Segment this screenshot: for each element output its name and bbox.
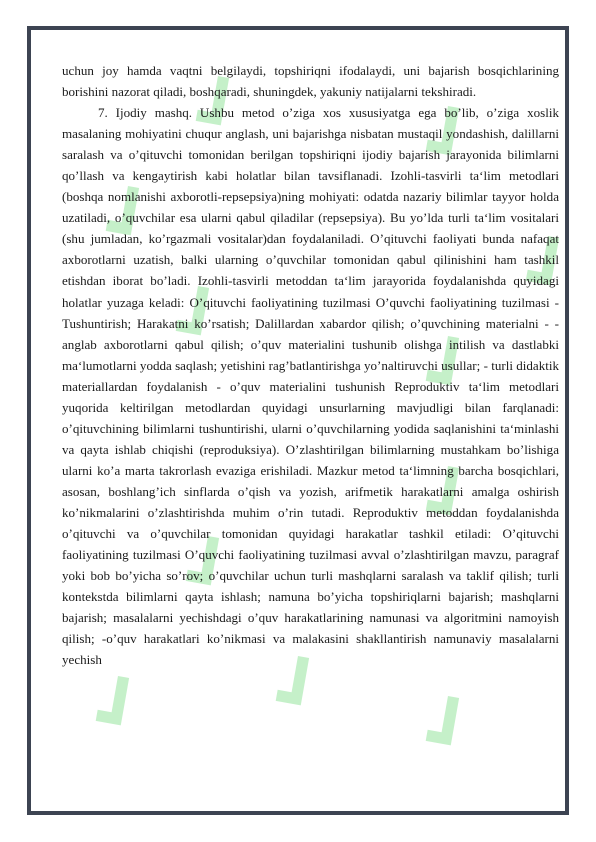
checkmark-watermark-icon [411, 690, 483, 762]
checkmark-watermark-icon [81, 670, 153, 742]
document-body [62, 60, 559, 670]
page-frame [27, 26, 569, 815]
paragraph-continuation: uchun joy hamda vaqtni belgilaydi, topshiriqni ifodalaydi, uni bajarish bosqichlarining borishini nazorat qiladi, boshqaradi, shuningdek, yakuniy natijalarni tekshiradi. [62, 63, 559, 100]
paragraph-ijodiy-mashq: 7. Ijodiy mashq. Ushbu metod o’ziga xos xususiyatga ega bo’lib, o’ziga xoslik masalaning mohiyatini chuqur anglash, uni bajarishga nisbatan mustaqil yondashish, dalillarni saralash va o’qituvchi tomonidan berilgan topshiriqni ijodiy bajarish jarayonida bilimlarni qo’llash va kengaytirish kabi holatlar bilan tavsiflanadi. Izohli-tasvirli ta‘lim metodlari (boshqa nomlanishi axborotli-repsepsiya)ning mohiyati: odatda nazariy bilimlar tayyor holda uzatiladi, o’quvchilar esa ularni qabul qiladilar (repsepsiya). Bu yo’lda turli ta‘lim vositalari (shu jumladan, ko’rgazmali vositalar)dan foydalaniladi. O’qituvchi faoliyati bunda nafaqat axborotlarni uzatish, balki ularning o’quvchilar tomonidan qabul qilinishini ham tashkil etishdan iborat bo’ladi. Izohli-tasvirli metoddan ta‘lim jarayorida foydalanishda quyidagi holatlar yuzaga keladi: O’qituvchi faoliyatining tuzilmasi O’quvchi faoliyatining tuzilmasi - Tushuntirish; Harakatni ko’rsatish; Dalillardan xabardor qilish; o’quvchining materialni - - anglab axborotlarni qabul qilish; o’quv materialini tushunib olishga intilish va dastlabki ma‘lumotlarni yodda saqlash; yetishini rag’batlantirishga yo’naltiruvchi usullar; - turli didaktik materiallardan foydalanish - o’quv materialini tushunish Reproduktiv ta‘lim metodlari yuqorida keltirilgan metodlardan quyidagi unsurlarning mavjudligi bilan farqlanadi: o’qituvchining bilimlarni tushuntirishi, ularni o’quvchilarning yodida saqlanishini ta‘minlashi va qayta ishlab chiqishi (reproduksiya). O’zlashtirilgan bilimlarning mustahkam bo’lishiga ularni ko’a marta takrorlash evaziga erishiladi. Mazkur metod ta‘limning barcha bosqichlari, asosan, boshlang’ich sinflarda o’qish va yozish, arifmetik harakatlarni amalga oshirish ko’nikmalarini o’zlashtirishda muhim o’rin tutadi. Reproduktiv metoddan foydalanishda o’qituvchi va o’quvchilar tomonidan quyidagi harakatlar tashkil etiladi: O’qituvchi faoliyatining tuzilmasi O’quvchi faoliyatining tuzilmasi avval o’zlashtirilgan mavzu, paragraf yoki bob bo’yicha so’rov; o’quvchilar uchun turli mashqlarni saralash va taklif qilish; turli kontekstda bilimlarni qayta ishlash; namuna bo’yicha topshiriqlarni bajarish; mashqlarni bajarish; masalalarni yechishdagi o’quv harakatlarining namunasi va algoritmini namoyish qilish; -o’quv harakatlari ko’nikmasi va malakasini shakllantirish namunaviy masalalarni yechish [62, 105, 559, 668]
